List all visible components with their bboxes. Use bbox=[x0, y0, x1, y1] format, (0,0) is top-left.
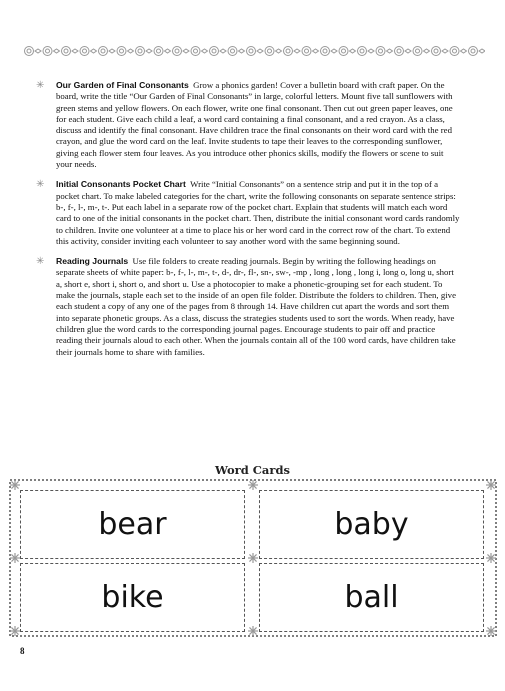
swirl-ornament bbox=[395, 47, 404, 56]
swirl-ornament bbox=[173, 47, 182, 56]
section-title: Our Garden of Final Consonants bbox=[56, 80, 189, 90]
diamond-ornament bbox=[35, 49, 41, 53]
diamond-ornament bbox=[387, 49, 393, 53]
diamond-ornament bbox=[109, 49, 115, 53]
swirl-ornament-inner bbox=[323, 49, 327, 53]
diamond-ornament bbox=[442, 49, 448, 53]
diamond-ornament bbox=[183, 49, 189, 53]
swirl-ornament bbox=[265, 47, 274, 56]
swirl-ornament-inner bbox=[64, 49, 68, 53]
swirl-ornament-inner bbox=[46, 49, 50, 53]
sunburst-icon bbox=[248, 553, 258, 563]
swirl-ornament bbox=[284, 47, 293, 56]
section-title: Initial Consonants Pocket Chart bbox=[56, 179, 186, 190]
diamond-ornament bbox=[276, 49, 282, 53]
swirl-ornament-inner bbox=[157, 49, 161, 53]
swirl-ornament bbox=[228, 47, 237, 56]
swirl-ornament-inner bbox=[83, 49, 87, 53]
swirl-ornament-inner bbox=[27, 49, 31, 53]
swirl-ornament-inner bbox=[286, 49, 290, 53]
swirl-ornament bbox=[117, 47, 126, 56]
swirl-ornament bbox=[25, 47, 34, 56]
swirl-ornament bbox=[191, 47, 200, 56]
diamond-ornament bbox=[313, 49, 319, 53]
swirl-ornament bbox=[302, 47, 311, 56]
swirl-ornament bbox=[80, 47, 89, 56]
swirl-ornament bbox=[321, 47, 330, 56]
swirl-ornament bbox=[136, 47, 145, 56]
diamond-ornament bbox=[479, 49, 485, 53]
page-number: 8 bbox=[20, 646, 25, 656]
diamond-ornament bbox=[461, 49, 467, 53]
sunburst-icon bbox=[248, 480, 258, 490]
word-card: ball bbox=[259, 563, 484, 632]
activity-sections bbox=[36, 80, 461, 358]
swirl-ornament-inner bbox=[379, 49, 383, 53]
star-bullet-icon: ✳ bbox=[36, 80, 45, 91]
sunburst-icon bbox=[10, 553, 20, 563]
section-reading-journals bbox=[36, 256, 461, 358]
diamond-ornament bbox=[128, 49, 134, 53]
word-card: baby bbox=[259, 490, 484, 559]
swirl-ornament bbox=[376, 47, 385, 56]
diamond-ornament bbox=[331, 49, 337, 53]
swirl-ornament-inner bbox=[194, 49, 198, 53]
diamond-ornament bbox=[220, 49, 226, 53]
swirl-ornament-inner bbox=[453, 49, 457, 53]
sunburst-icon bbox=[486, 480, 496, 490]
swirl-ornament bbox=[99, 47, 108, 56]
word-card: bear bbox=[20, 490, 245, 559]
swirl-ornament-inner bbox=[416, 49, 420, 53]
diamond-ornament bbox=[257, 49, 263, 53]
section-body: Write “Initial Consonants” on a sentence strip and put it in the top of a pocket chart. To make labeled categories for the chart, write the following consonants on separate sentence strips: b-, f-, l-, m-, t-. Put each label in a separate row of the pocket chart. Explain that students will match each word card to one of the initial consonants in the pocket chart. Then, distribute the initial consonant word cards randomly to children. Invite one volunteer at a time to place his or her word card in the correct row of the chart. To extend this activity, consider inviting each volunteer to say another word with the same beginning sound. bbox=[56, 179, 460, 246]
diamond-ornament bbox=[424, 49, 430, 53]
swirl-ornament bbox=[247, 47, 256, 56]
diamond-ornament bbox=[165, 49, 171, 53]
diamond-ornament bbox=[350, 49, 356, 53]
sunburst-icon bbox=[10, 626, 20, 636]
swirl-ornament-inner bbox=[471, 49, 475, 53]
swirl-ornament-inner bbox=[120, 49, 124, 53]
swirl-ornament-inner bbox=[101, 49, 105, 53]
section-garden bbox=[36, 80, 461, 170]
diamond-ornament bbox=[54, 49, 60, 53]
diamond-ornament bbox=[294, 49, 300, 53]
swirl-ornament bbox=[339, 47, 348, 56]
section-title: Reading Journals bbox=[56, 256, 129, 267]
swirl-ornament-inner bbox=[138, 49, 142, 53]
swirl-ornament bbox=[358, 47, 367, 56]
swirl-ornament bbox=[413, 47, 422, 56]
swirl-ornament-inner bbox=[397, 49, 401, 53]
swirl-ornament-inner bbox=[175, 49, 179, 53]
swirl-ornament bbox=[432, 47, 441, 56]
swirl-ornament-inner bbox=[249, 49, 253, 53]
word-card: bike bbox=[20, 563, 245, 632]
star-bullet-icon: ✳ bbox=[36, 256, 45, 268]
swirl-ornament bbox=[210, 47, 219, 56]
decorative-border bbox=[22, 44, 485, 58]
diamond-ornament bbox=[146, 49, 152, 53]
sunburst-icon bbox=[10, 480, 20, 490]
section-body: Use file folders to create reading journals. Begin by writing the following headings on separate sheets of white paper: b-, f-, l-, m-, t-, d-, dr-, fl-, sn-, sw-, -mp , long , long , long i, long o, long u, short a, short e, short i, short o, and short u. Use a photocopier to make a phonetic-grouping set for each student. To make the journals, staple each set to the inside of an open file folder. Distribute the folders to children. Then, give each student a copy of any one of the pages from 8 through 14. Have children cut apart the words and sort them into separate phonetic groups. As a class, discuss the strategies students used to sort the words. When ready, have children glue the word cards to the corresponding journal pages. Encourage students to pair off and practice reading their journals aloud to each other. When the journals contain all of the 100 word cards, have children take their journals home to share with families. bbox=[56, 256, 456, 357]
swirl-ornament-inner bbox=[231, 49, 235, 53]
diamond-ornament bbox=[368, 49, 374, 53]
swirl-ornament-inner bbox=[305, 49, 309, 53]
section-body: Grow a phonics garden! Cover a bulletin board with craft paper. On the board, write the title “Our Garden of Final Consonants” in large, colorful letters. Mount five tall sunflowers with green stems and yellow flowers. On each flower, write one final consonant. Then cut out green paper leaves, one for each student. Give each child a leaf, a word card containing a final consonant, and a red crayon. As a class, discuss and identify the final consonant. Have children trace the final consonants on their word card with the red crayon, and glue the word card on the leaf. Invite students to tape their leaves to the corresponding sunflower, giving each flower stem four leaves. As you introduce other phonics skills, modify the flowers or scene to suit your needs. bbox=[56, 80, 453, 170]
diamond-ornament bbox=[91, 49, 97, 53]
swirl-ornament bbox=[43, 47, 52, 56]
sunburst-icon bbox=[248, 626, 258, 636]
swirl-ornament bbox=[450, 47, 459, 56]
swirl-ornament-inner bbox=[342, 49, 346, 53]
diamond-ornament bbox=[239, 49, 245, 53]
section-pocket-chart bbox=[36, 179, 461, 247]
sunburst-icon bbox=[486, 553, 496, 563]
word-cards-frame bbox=[9, 479, 497, 637]
diamond-ornament bbox=[405, 49, 411, 53]
swirl-ornament-inner bbox=[212, 49, 216, 53]
swirl-ornament-inner bbox=[360, 49, 364, 53]
swirl-ornament bbox=[154, 47, 163, 56]
swirl-ornament-inner bbox=[268, 49, 272, 53]
diamond-ornament bbox=[202, 49, 208, 53]
swirl-ornament bbox=[469, 47, 478, 56]
star-bullet-icon: ✳ bbox=[36, 179, 45, 191]
diamond-ornament bbox=[72, 49, 78, 53]
word-cards-heading: Word Cards bbox=[215, 463, 290, 477]
sunburst-icon bbox=[486, 626, 496, 636]
swirl-ornament-inner bbox=[434, 49, 438, 53]
swirl-ornament bbox=[62, 47, 71, 56]
